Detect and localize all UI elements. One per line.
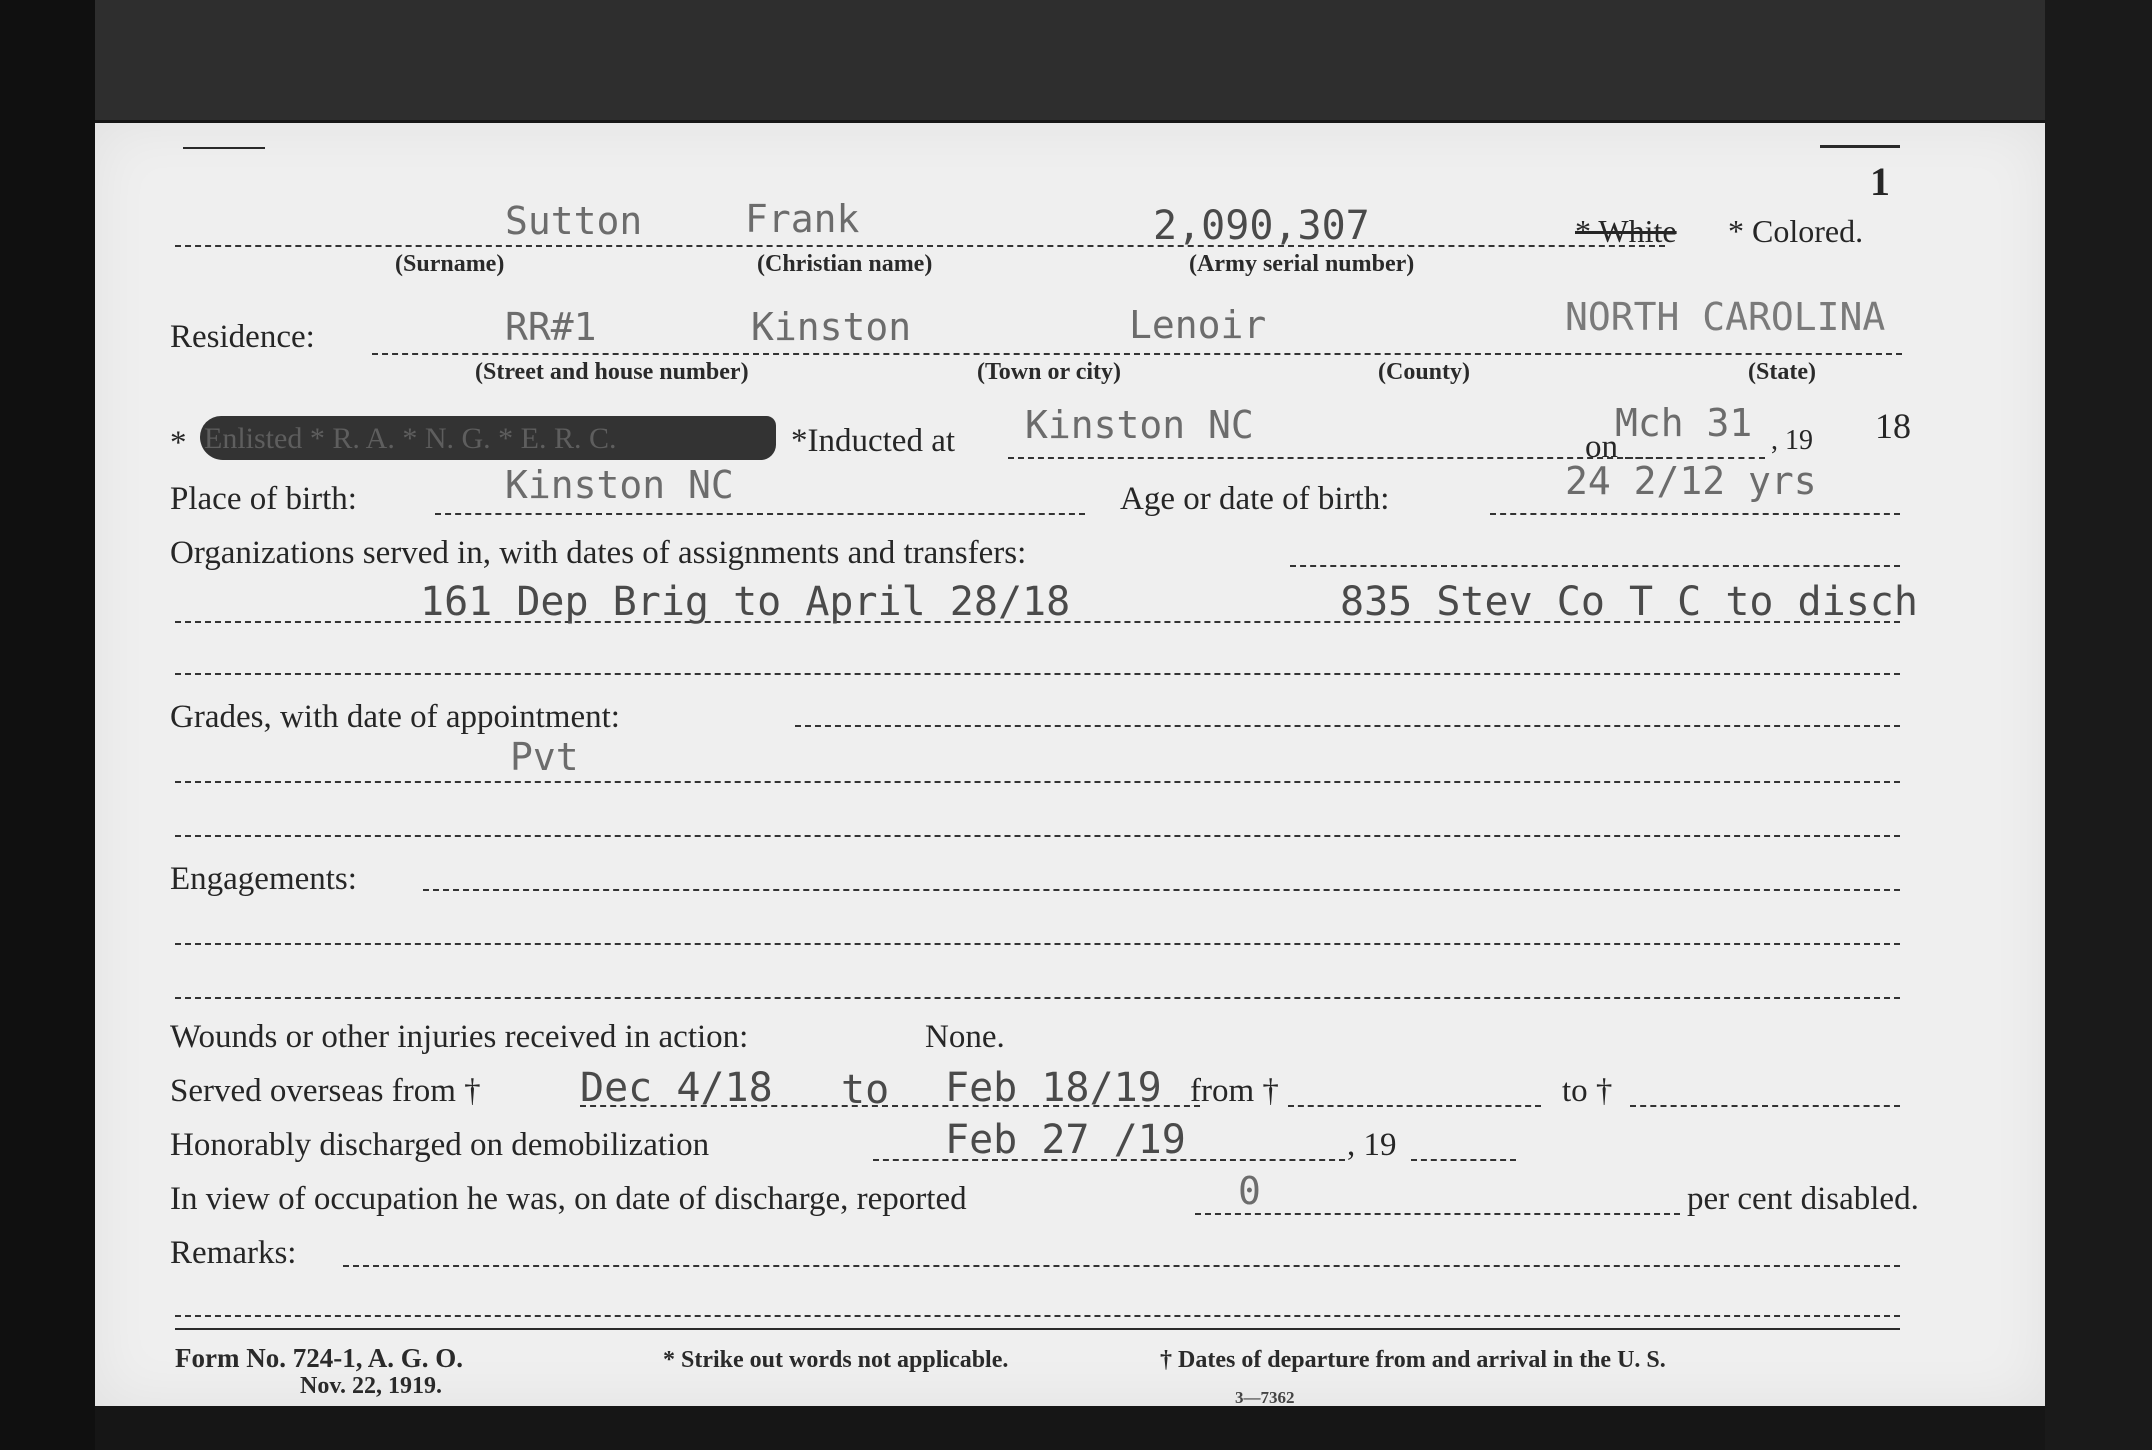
overseas-from-date: Dec 4/18 — [580, 1065, 773, 1111]
scan-background-right — [2045, 0, 2152, 1450]
serial-number-caption: (Army serial number) — [1189, 251, 1415, 277]
organization-entry-2: 835 Stev Co T C to disch — [1340, 579, 1918, 625]
engagements-line-3 — [175, 997, 1900, 999]
residence-label: Residence: — [170, 319, 315, 355]
overseas-to-word: to — [841, 1067, 890, 1113]
inducted-on-label: on — [1585, 429, 1618, 465]
colored-option: * Colored. — [1728, 213, 1864, 249]
engagements-line-1 — [423, 889, 1900, 891]
remarks-line-2 — [175, 1315, 1900, 1317]
grades-label: Grades, with date of appointment: — [170, 699, 620, 735]
discharge-year-prefix: , 19 — [1347, 1127, 1397, 1163]
form-date: Nov. 22, 1919. — [300, 1373, 443, 1399]
age-label: Age or date of birth: — [1120, 481, 1390, 517]
residence-street-value: RR#1 — [505, 305, 597, 349]
engagements-label: Engagements: — [170, 861, 357, 897]
top-right-rule — [1820, 145, 1900, 148]
residence-line — [372, 353, 1902, 355]
discharge-label: Honorably discharged on demobilization — [170, 1127, 710, 1163]
overseas-to2-label: to † — [1562, 1073, 1613, 1109]
surname-value: Sutton — [505, 199, 643, 243]
redacted-enlisted-text: Enlisted * R. A. * N. G. * E. R. C. — [204, 422, 617, 455]
strike-out-note: * Strike out words not applicable. — [663, 1347, 1009, 1373]
footer-rule — [175, 1328, 1900, 1330]
overseas-line-3 — [1630, 1105, 1900, 1107]
surname-caption: (Surname) — [395, 251, 505, 277]
grades-value: Pvt — [510, 735, 579, 779]
bleed-through-text — [695, 723, 715, 763]
name-line — [175, 245, 1665, 247]
discharge-year-line — [1411, 1159, 1516, 1161]
inducted-date-value: Mch 31 — [1615, 401, 1753, 445]
inducted-at-value: Kinston NC — [1025, 403, 1254, 447]
print-code: 3—7362 — [1235, 1388, 1295, 1407]
organizations-line-3 — [175, 673, 1900, 675]
served-overseas-label: Served overseas from † — [170, 1073, 481, 1109]
age-line — [1490, 513, 1900, 515]
grades-line-2 — [175, 781, 1900, 783]
white-option-struck: * White — [1575, 213, 1677, 249]
inducted-at-label: *Inducted at — [791, 423, 956, 459]
christian-name-value: Frank — [745, 197, 860, 241]
enlisted-asterisk: * — [170, 425, 187, 461]
residence-county-value: Lenoir — [1129, 303, 1267, 347]
place-of-birth-label: Place of birth: — [170, 481, 357, 517]
overseas-from2-label: from † — [1190, 1073, 1279, 1109]
engagements-line-2 — [175, 943, 1900, 945]
county-caption: (County) — [1378, 359, 1471, 385]
age-value: 24 2/12 yrs — [1565, 459, 1817, 503]
serial-number-value: 2,090,307 — [1153, 203, 1370, 249]
inducted-year-prefix: , 19 — [1771, 425, 1813, 456]
grades-line-1 — [795, 725, 1900, 727]
place-of-birth-line — [435, 513, 1085, 515]
christian-name-caption: (Christian name) — [757, 251, 933, 277]
disability-suffix: per cent disabled. — [1687, 1181, 1919, 1217]
residence-state-value: NORTH CAROLINA — [1565, 295, 1886, 339]
remarks-label: Remarks: — [170, 1235, 297, 1271]
organizations-label: Organizations served in, with dates of assignments and transfers: — [170, 535, 1027, 571]
discharge-date-value: Feb 27 /19 — [945, 1117, 1186, 1163]
form-number: Form No. 724-1, A. G. O. — [175, 1343, 463, 1373]
wounds-value: None. — [925, 1019, 1005, 1055]
residence-town-value: Kinston — [751, 305, 912, 349]
overseas-line-2 — [1288, 1105, 1541, 1107]
card-number: 1 — [1870, 159, 1890, 204]
town-caption: (Town or city) — [977, 359, 1121, 385]
wounds-label: Wounds or other injuries received in action: — [170, 1019, 749, 1055]
dates-note: † Dates of departure from and arrival in the U. S. — [1160, 1347, 1666, 1373]
disability-line — [1195, 1213, 1680, 1215]
disability-label: In view of occupation he was, on date of discharge, reported — [170, 1181, 967, 1217]
redacted-enlisted-options — [200, 416, 776, 460]
top-left-rule — [183, 147, 265, 149]
scan-background-left — [0, 0, 95, 1450]
place-of-birth-value: Kinston NC — [505, 463, 734, 507]
grades-line-3 — [175, 835, 1900, 837]
service-record-card — [95, 123, 2045, 1406]
street-caption: (Street and house number) — [475, 359, 749, 385]
inducted-year-suffix: 18 — [1875, 406, 1911, 446]
remarks-line-1 — [343, 1265, 1900, 1267]
state-caption: (State) — [1748, 359, 1816, 385]
disability-value: 0 — [1238, 1169, 1261, 1213]
organizations-line-1 — [1290, 565, 1900, 567]
organization-entry-1: 161 Dep Brig to April 28/18 — [420, 579, 1071, 625]
overseas-to-date: Feb 18/19 — [945, 1065, 1162, 1111]
scan-background-top — [0, 0, 2152, 120]
